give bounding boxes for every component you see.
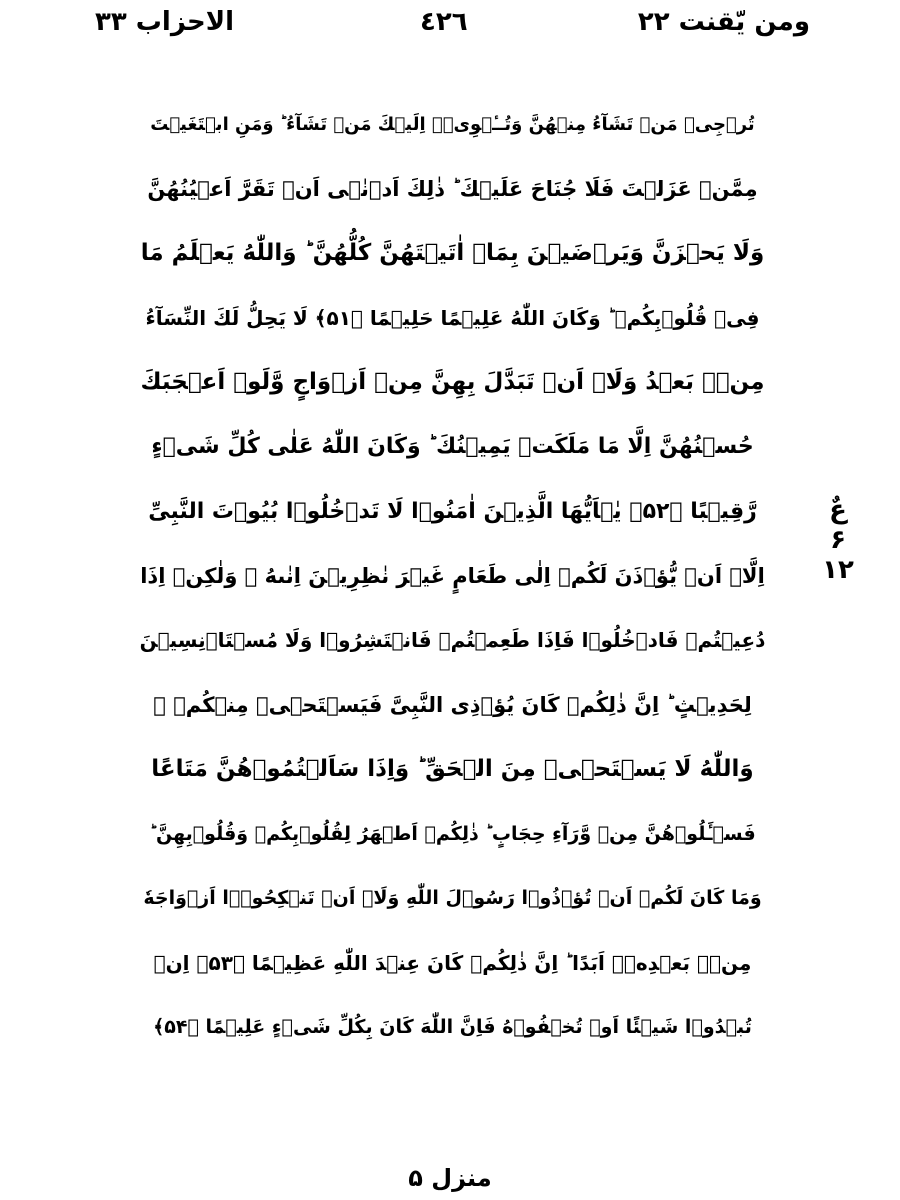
text-line: لِحَدِیۡثٍ ؕ اِنَّ ذٰلِكُمۡ كَانَ یُؤۡذِی النَّبِیَّ فَیَسۡتَحۡیٖ مِنۡكُمۡ ۫	[153, 692, 752, 717]
text-line: تُبۡدُوۡا شَیۡئًا اَوۡ تُخۡفُوۡهُ فَاِنَّ اللّٰهَ كَانَ بِكُلِّ شَیۡءٍ عَلِیۡمًا ﴿۵۴﴾	[153, 1016, 752, 1039]
text-line: تُرۡجِیۡ مَنۡ تَشَآءُ مِنۡهُنَّ وَتُــٔۡوِیۡۤ اِلَیۡكَ مَنۡ تَشَآءُ ؕ وَمَنِ ابۡتَغَیۡتَ	[150, 113, 755, 135]
page-number: ٤٢٦	[420, 7, 468, 37]
text-line: فَسۡـَٔلُوۡهُنَّ مِنۡ وَّرَآءِ حِجَابٍ ؕ ذٰلِكُمۡ اَطۡهَرُ لِقُلُوۡبِكُمۡ وَقُلُوۡبِهِنَّ ؕ	[149, 822, 756, 845]
surah-name: الاحزاب ٣٣	[95, 7, 235, 37]
text-line: دُعِیۡتُمۡ فَادۡخُلُوۡا فَاِذَا طَعِمۡتُمۡ فَانۡتَشِرُوۡا وَلَا مُسۡتَاۡنِسِیۡنَ	[140, 628, 765, 653]
text-line: وَاللّٰهُ لَا یَسۡتَحۡیٖ مِنَ الۡحَقِّ ؕ وَاِذَا سَاَلۡتُمُوۡهُنَّ مَتَاعًا	[151, 756, 754, 783]
ruku-marker: عٌ ۶ ۱۲	[822, 495, 854, 585]
text-line: مِنۡۢ بَعۡدِهٖۤ اَبَدًا ؕ اِنَّ ذٰلِكُمۡ كَانَ عِنۡدَ اللّٰهِ عَظِیۡمًا ﴿۵۳﴾ اِنۡ	[153, 950, 752, 975]
text-line: فِیۡ قُلُوۡبِكُمۡ ؕ وَكَانَ اللّٰهُ عَلِیۡمًا حَلِیۡمًا ﴿۵۱﴾ لَا یَحِلُّ لَكَ النِّسَآءُ	[145, 305, 760, 330]
para-name: ومن يّقنت ٢٢	[637, 7, 810, 37]
page-header	[0, 4, 900, 44]
text-line: حُسۡنُهُنَّ اِلَّا مَا مَلَكَتۡ یَمِیۡنُكَ ؕ وَكَانَ اللّٰهُ عَلٰی كُلِّ شَیۡءٍ	[151, 434, 754, 460]
text-line: مِنۡۢ بَعۡدُ وَلَاۤ اَنۡ تَبَدَّلَ بِهِنَّ مِنۡ اَزۡوَاجٍ وَّلَوۡ اَعۡجَبَكَ	[140, 369, 765, 396]
quran-text	[140, 92, 765, 1060]
text-line: مِمَّنۡ عَزَلۡتَ فَلَا جُنَاحَ عَلَیۡكَ ؕ ذٰلِكَ اَدۡنٰۤی اَنۡ تَقَرَّ اَعۡیُنُهُنَّ	[147, 176, 758, 201]
text-line: وَمَا كَانَ لَكُمۡ اَنۡ تُؤۡذُوۡا رَسُوۡلَ اللّٰهِ وَلَاۤ اَنۡ تَنۡكِحُوۡۤا اَزۡوَاجَهٗ	[143, 887, 762, 910]
manzil-footer: منزل ۵	[408, 1164, 492, 1192]
text-line: اِلَّاۤ اَنۡ یُّؤۡذَنَ لَكُمۡ اِلٰی طَعَامٍ غَیۡرَ نٰظِرِیۡنَ اِنٰىهُ ۙ وَلٰكِنۡ اِذَا	[140, 563, 765, 588]
text-line: رَّقِیۡبًا ﴿۵۲﴾ یٰۤاَیُّهَا الَّذِیۡنَ اٰمَنُوۡا لَا تَدۡخُلُوۡا بُیُوۡتَ النَّبِیِّ	[148, 498, 757, 524]
text-line: وَلَا یَحۡزَنَّ وَیَرۡضَیۡنَ بِمَاۤ اٰتَیۡتَهُنَّ كُلُّهُنَّ ؕ وَاللّٰهُ یَعۡلَمُ مَا	[140, 240, 765, 267]
